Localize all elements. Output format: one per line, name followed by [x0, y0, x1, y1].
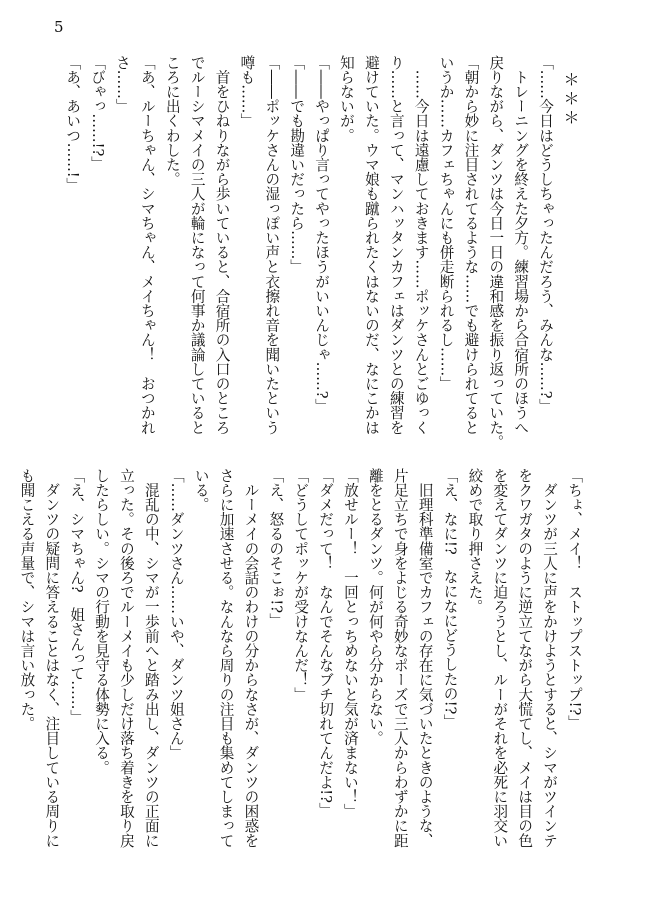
text-column: 「放せルー！ 一回とっちめないと気が済まない！」 — [341, 468, 359, 819]
text-column: 「……ダンツさん……いや、ダンツ姐さん」 — [167, 468, 185, 760]
text-column: 「……今日はどうしちゃったんだろう、みんな……?」 — [537, 55, 555, 414]
text-column: 旧理科準備室でカフェの存在に気づいたときのような、 — [416, 468, 434, 848]
text-column: も聞こえる声量で、シマは言い放った。 — [18, 468, 36, 731]
text-column: 避けていた。ウマ娘も蹴られたくはないのだ、なにこかは — [362, 55, 380, 435]
text-column: 「ダメだって！ なんでそんなブチ切れてんだよ!?」 — [317, 468, 335, 818]
text-column: 「ちょ、メイ！ ストップストップ!?」 — [566, 468, 583, 730]
text-column: したらしい。シマの行動を見守る体勢に入る。 — [93, 468, 111, 775]
text-column: 戻りながら、ダンツは今日一日の違和感を振り返っていた。 — [487, 55, 505, 450]
text-column: さらに加速させる。なんなら周りの注目も集めてしまって — [217, 468, 235, 848]
text-column: 「どうしてポッケが受けなんだ！」 — [292, 468, 310, 702]
text-column: 絞めで取り押さえた。 — [466, 468, 484, 614]
text-column: 「あ、あいつ……!」 — [64, 55, 82, 193]
text-column: 噂も……」 — [238, 55, 256, 128]
text-column: いうか……カフェちゃんにも併走断られるし……」 — [437, 55, 455, 391]
text-column: 首をひねりながら歩いていると、合宿所の入口のところ — [213, 55, 231, 435]
text-column: 「あ、ルーちゃん、シマちゃん、メイちゃん！ おつかれ — [138, 55, 156, 435]
page-number: 5 — [54, 18, 64, 36]
text-column: ……今日は遠慮しておきます……ポッケさんとごゆっく — [412, 55, 430, 435]
text-column: 離をとるダンツ。何が何やら分からない。 — [366, 468, 384, 746]
text-column: 「え、なに!? なになにどうしたの!?」 — [441, 468, 459, 729]
text-column: でルーシマメイの三人が輪になって何事か議論していると — [188, 55, 206, 435]
upper-text-block — [60, 55, 582, 475]
text-column: 「びゃっ……!?」 — [89, 55, 107, 171]
text-column: いる。 — [192, 468, 210, 512]
text-column: 「――ポッケさんの湿っぽい声と衣擦れ音を聞いたという — [263, 55, 281, 435]
text-column: 「――やっぱり言ってやったほうがいいんじゃ……?」 — [313, 55, 331, 414]
text-column: ころに出くわした。 — [163, 55, 181, 187]
text-column: 混乱の中、シマが一歩前へと踏み出し、ダンツの正面に — [142, 468, 160, 848]
text-column: さ……」 — [113, 55, 131, 114]
text-column: 「え、怒るのそこぉ!?」 — [267, 468, 285, 628]
text-column: り……と言って、マンハッタンカフェはダンツとの練習を — [387, 55, 405, 435]
text-column: ダンツの疑問に答えることはなく、注目している周りに — [43, 468, 61, 848]
text-column: トレーニングを終えた夕方。練習場から合宿所のほうへ — [512, 55, 530, 435]
text-column: 立った。その後ろでルーメイも少しだけ落ち着きを取り戻 — [117, 468, 135, 848]
text-column: 「え、シマちゃん? 姐さんって……」 — [68, 468, 86, 725]
text-column: ルーメイの会話のわけの分からなさが、ダンツの困惑を — [242, 468, 260, 848]
text-column: ダンツが三人に声をかけようとすると、シマがツインテ — [541, 468, 559, 848]
text-column: 「朝から妙に注目されてるような……でも避けられてると — [462, 55, 480, 435]
text-column: 片足立ちで身をよじる奇妙なポーズで三人からわずかに距 — [391, 468, 409, 848]
lower-text-block — [18, 468, 586, 848]
text-column: 「――でも勘違いだったら……」 — [288, 55, 306, 274]
text-column: をクワガタのように逆立てながら大慌てし、メイは目の色 — [516, 468, 534, 848]
section-break: ＊＊＊ — [561, 71, 580, 128]
text-column: を変えてダンツに迫ろうとし、ルーがそれを必死に羽交い — [491, 468, 509, 848]
text-column: 知らないが。 — [337, 55, 355, 143]
